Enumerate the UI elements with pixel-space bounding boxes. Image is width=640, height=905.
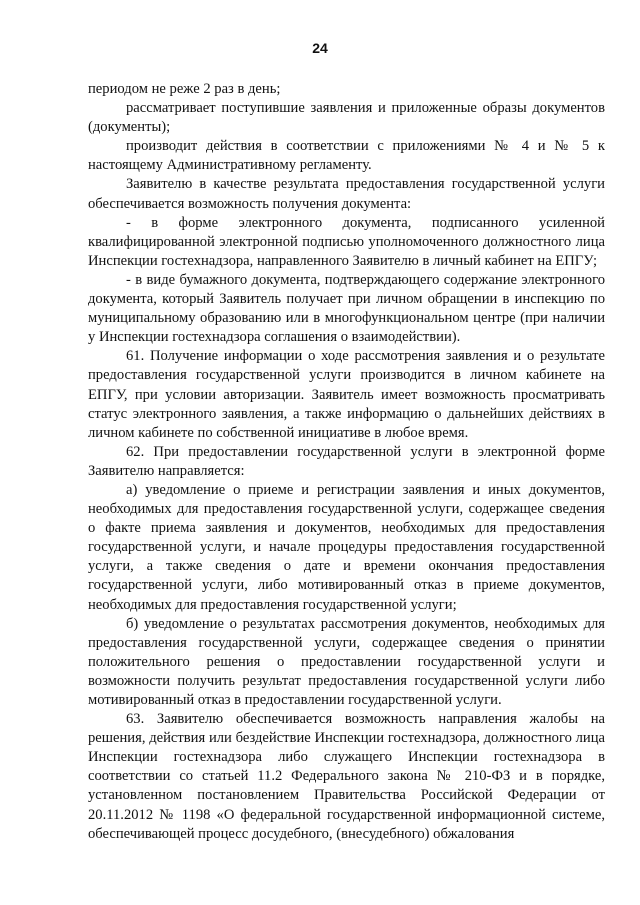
paragraph: периодом не реже 2 раз в день;	[88, 81, 281, 97]
paragraph: 63. Заявителю обеспечивается возможность направления жалобы на решения, действия или бездействие Инспекции гостехнадзора, должностного лица Инспекции гостехнадзора либо служащего Инспекции гостехнадзора в соответствии со статьей 11.2 Федерального закона № 210-ФЗ и в порядке, установленном постановлением Правительства Российской Федерации от 20.11.2012 № 1198 «О федеральной государственной информационной системе, обеспечивающей процесс досудебного, (внесудебного) обжалования	[88, 711, 605, 842]
paragraph: б) уведомление о результатах рассмотрения документов, необходимых для предоставления государственной услуги, содержащее сведения о принятии положительного решения о предоставлении государственной услуги и возможности получить результат предоставления государственной услуги либо мотивированный отказ в предоставлении государственной услуги.	[88, 615, 605, 708]
paragraph: рассматривает поступившие заявления и приложенные образы документов (документы);	[88, 100, 605, 136]
paragraph: 62. При предоставлении государственной услуги в электронной форме Заявителю направляется:	[88, 443, 605, 479]
document-body	[88, 80, 605, 844]
paragraph: - в виде бумажного документа, подтверждающего содержание электронного документа, который Заявитель получает при личном обращении в инспекцию по муниципальному образованию или в многофункциональном центре (при наличии у Инспекции гостехнадзора соглашения о взаимодействии).	[88, 271, 605, 346]
paragraph: а) уведомление о приеме и регистрации заявления и иных документов, необходимых для предоставления государственной услуги, содержащее сведения о факте приема заявления и документов, необходимых для предоставления государственной услуги, и начале процедуры предоставления государственной услуги, а также сведения о дате и времени окончания предоставления государственной услуги, либо мотивированный отказ в приеме документов, необходимых для предоставления государственной услуги;	[88, 481, 605, 613]
paragraph: - в форме электронного документа, подписанного усиленной квалифицированной электронной подписью уполномоченного должностного лица Инспекции гостехнадзора, направленного Заявителю в личный кабинет на ЕПГУ;	[88, 214, 605, 269]
paragraph: Заявителю в качестве результата предоставления государственной услуги обеспечивается возможность получения документа:	[88, 176, 605, 212]
paragraph: 61. Получение информации о ходе рассмотрения заявления и о результате предоставления государственной услуги производится в личном кабинете на ЕПГУ, при условии авторизации. Заявитель имеет возможность просматривать статус электронного заявления, а также информацию о дальнейших действиях в личном кабинете по собственной инициативе в любое время.	[88, 348, 605, 441]
paragraph: производит действия в соответствии с приложениями № 4 и № 5 к настоящему Административному регламенту.	[88, 138, 605, 174]
page-number: 24	[312, 40, 328, 56]
